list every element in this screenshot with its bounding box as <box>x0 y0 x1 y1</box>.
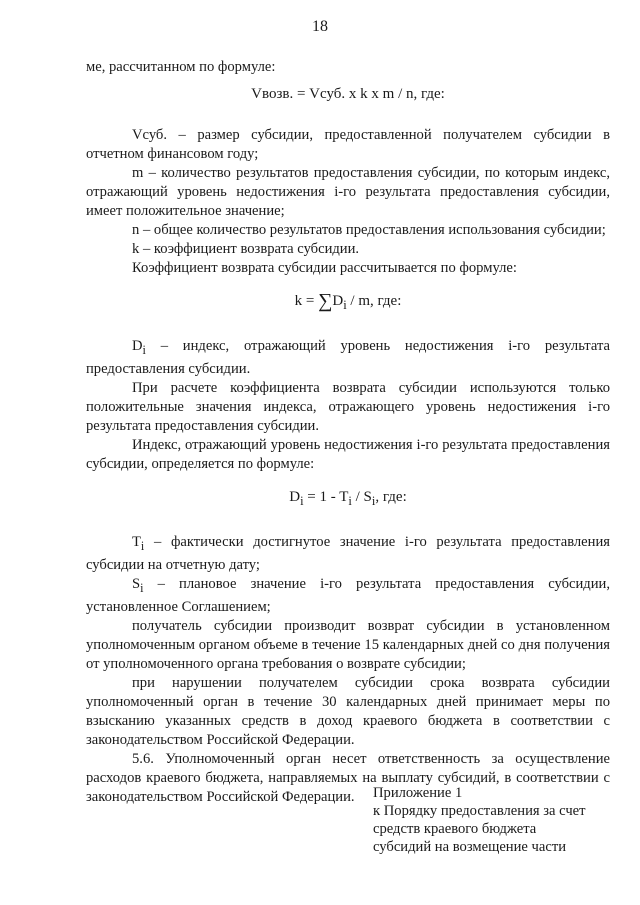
appendix-line: субсидий на возмещение части <box>373 839 567 855</box>
paragraph-positive-values: При расчете коэффициента возврата субсидии используются только положительные значения индекса, отражающего уровень недостижения i-го результата предоставления субсидии. <box>86 379 610 434</box>
paragraph-continuation: ме, рассчитанном по формуле: <box>86 59 276 75</box>
formula-return-volume: Vвозв. = Vсуб. x k x m / n, где: <box>251 86 445 102</box>
paragraph-violation: при нарушении получателем субсидии срока возврата субсидии уполномоченный орган в течение 30 календарных дней принимает меры по взысканию указанных средств в доход краевого бюджета в соответствии с законодательством Российской Федерации. <box>86 674 610 748</box>
appendix-line: к Порядку предоставления за счет <box>373 803 586 819</box>
sigma-symbol: ∑ <box>318 290 333 312</box>
definition-si: $S_i$ – плановое значение i-го результата предоставления субсидии, установленное Соглашением; <box>86 575 610 615</box>
appendix-line: средств краевого бюджета <box>373 821 537 837</box>
paragraph-responsibility: 5.6. Уполномоченный орган несет ответственность за осуществление расходов краевого бюджета, направляемых на выплату субсидий, в соответствии с законодательством Российской Федерации. <box>86 750 610 805</box>
paragraph-index-intro: Индекс, отражающий уровень недостижения i-го результата предоставления субсидии, определяется по формуле: <box>86 436 610 472</box>
page-number: 18 <box>312 18 328 35</box>
definition-k: k – коэффициент возврата субсидии. <box>132 241 360 257</box>
formula-index: $D_i = 1 - T_i / S_i$, где: <box>289 488 407 508</box>
definition-m: m – количество результатов предоставления субсидии, по которым индекс, отражающий уровень недостижения i-го результата предоставления субсидии, имеет положительное значение; <box>86 165 610 219</box>
formula-coefficient: $k = \sum D_i / m$, где: <box>294 290 402 312</box>
appendix-header <box>373 784 613 856</box>
paragraph-coefficient-intro: Коэффициент возврата субсидии рассчитывается по формуле: <box>132 260 517 276</box>
definition-di: $D_i$ – индекс, отражающий уровень недостижения i-го результата предоставления субсидии. <box>86 338 610 377</box>
definition-n: n – общее количество результатов предоставления использования субсидии; <box>132 222 606 238</box>
definition-vsub: Vсуб. – размер субсидии, предоставленной получателем субсидии в отчетном финансовом году; <box>86 127 610 162</box>
appendix-title: Приложение 1 <box>373 785 463 801</box>
document-body <box>86 58 610 807</box>
definition-ti: $T_i$ – фактически достигнутое значение i-го результата предоставления субсидии на отчетную дату; <box>86 533 610 573</box>
paragraph-return-obligation: получатель субсидии производит возврат субсидии в установленном уполномоченным органом объеме в течение 15 календарных дней со дня получения от уполномоченного органа требования о возврате субсидии; <box>86 617 610 672</box>
